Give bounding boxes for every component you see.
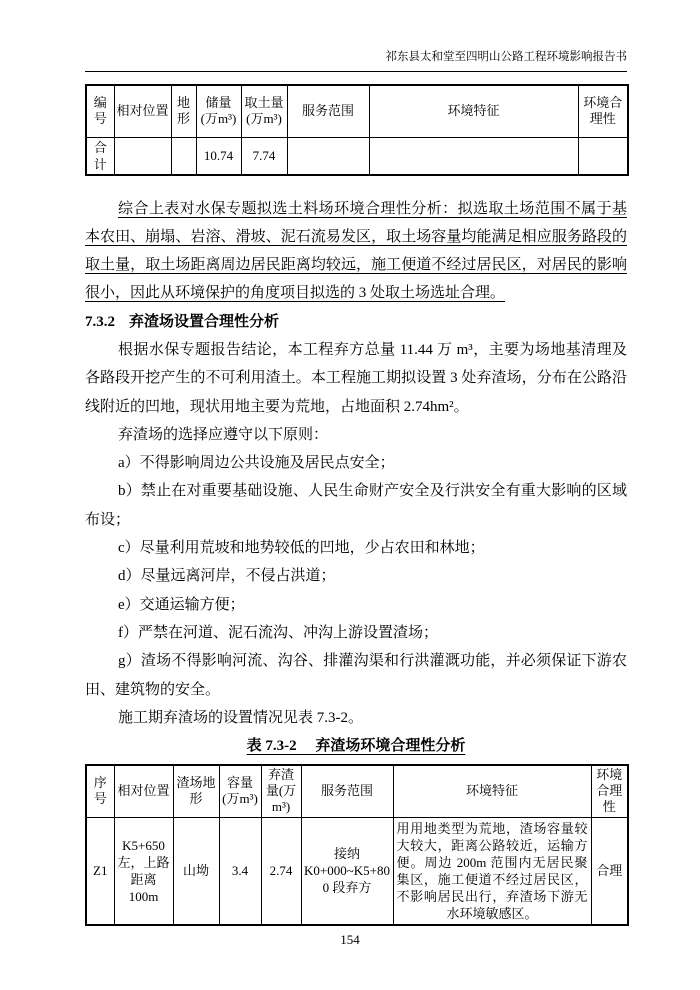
principle-item-g: g）渣场不得影响河流、沟谷、排灌沟渠和行洪灌溉功能，并必须保证下游农田、建筑物的安全。 bbox=[85, 653, 627, 698]
spoil-header-volume: 弃渣量(万m³) bbox=[261, 765, 301, 817]
spoil-header-features: 环境特征 bbox=[393, 765, 591, 817]
spoil-header-terrain: 渣场地形 bbox=[173, 765, 219, 817]
soil-total-label: 合计 bbox=[86, 137, 114, 175]
spoil-header-service: 服务范围 bbox=[301, 765, 393, 817]
principle-item-e: e）交通运输方便； bbox=[118, 596, 245, 613]
soil-total-soil-take: 7.74 bbox=[241, 137, 287, 175]
intro-paragraph: 根据水保专题报告结论，本工程弃方总量 11.44 万 m³，主要为场地基清理及各路段开挖产生的不可利用渣土。本工程施工期拟设置 3 处弃渣场，分布在公路沿线附近的凹地，现状用地主要为荒地，占地面积 2.74hm²。 bbox=[85, 341, 627, 415]
soil-header-features: 环境特征 bbox=[369, 85, 578, 137]
report-title: 祁东县太和堂至四明山公路工程环境影响报告书 bbox=[385, 51, 627, 63]
soil-total-terrain bbox=[171, 137, 196, 175]
principle-item-d: d）尽量远离河岸，不侵占洪道； bbox=[118, 568, 336, 585]
principle-item-c: c）尽量利用荒坡和地势较低的凹地，少占农田和林地； bbox=[118, 540, 485, 557]
principle-item-f: f）严禁在河道、泥石流沟、冲沟上游设置渣场； bbox=[118, 624, 438, 641]
page-number: 154 bbox=[340, 932, 360, 947]
soil-header-service: 服务范围 bbox=[287, 85, 369, 137]
spoil-header-location: 相对位置 bbox=[114, 765, 173, 817]
soil-header-terrain: 地形 bbox=[171, 85, 196, 137]
spoil-z1-terrain: 山坳 bbox=[173, 817, 219, 925]
spoil-header-rationality: 环境合理性 bbox=[591, 765, 628, 817]
section-number: 7.3.2 bbox=[85, 313, 115, 330]
soil-header-rationality: 环境合理性 bbox=[578, 85, 628, 137]
running-header bbox=[85, 50, 627, 72]
section-heading bbox=[85, 308, 627, 336]
table-reference-paragraph: 施工期弃渣场的设置情况见表 7.3-2。 bbox=[118, 709, 363, 726]
spoil-header-id: 序号 bbox=[86, 765, 114, 817]
principle-item-b: b）禁止在对重要基础设施、人民生命财产安全及行洪安全有重大影响的区域布设； bbox=[85, 483, 627, 528]
soil-total-location bbox=[114, 137, 171, 175]
soil-table-header-row bbox=[86, 85, 628, 137]
soil-header-storage: 储量(万m³) bbox=[196, 85, 241, 137]
spoil-z1-location: K5+650 左，上路 距离 100m bbox=[114, 817, 173, 925]
principle-item-a: a）不得影响周边公共设施及居民点安全； bbox=[118, 455, 395, 472]
spoil-z1-id: Z1 bbox=[86, 817, 114, 925]
soil-borrow-summary-table bbox=[85, 84, 629, 176]
soil-total-row bbox=[86, 137, 628, 175]
spoil-z1-capacity: 3.4 bbox=[219, 817, 261, 925]
spoil-ground-table bbox=[85, 764, 629, 926]
principles-lead: 弃渣场的选择应遵守以下原则： bbox=[118, 426, 329, 443]
soil-total-rationality bbox=[578, 137, 628, 175]
soil-total-storage: 10.74 bbox=[196, 137, 241, 175]
soil-header-soil-take: 取土量(万m³) bbox=[241, 85, 287, 137]
soil-total-features bbox=[369, 137, 578, 175]
soil-total-service bbox=[287, 137, 369, 175]
spoil-z1-volume: 2.74 bbox=[261, 817, 301, 925]
analysis-paragraph: 综合上表对水保专题拟选土料场环境合理性分析：拟选取土场范围不属于基本农田、崩塌、岩溶、滑坡、泥石流易发区，取土场容量均能满足相应服务路段的取土量，取土场距离周边居民距离均较远，施工便道不经过居民区，对居民的影响很小，因此从环境保护的角度项目拟选的 3 处取土场选址合理。 bbox=[85, 200, 627, 302]
soil-header-id: 编号 bbox=[86, 85, 114, 137]
spoil-z1-service: 接纳 K0+000~K5+80 0 段弃方 bbox=[301, 817, 393, 925]
spoil-row-z1 bbox=[86, 817, 628, 925]
spoil-z1-features: 用用地类型为荒地，渣场容量较大较大，距离公路较近，运输方便。周边 200m 范围内无居民聚集区，施工便道不经过居民区，不影响居民出行，弃渣场下游无水环境敏感区。 bbox=[393, 817, 591, 925]
body-text bbox=[85, 195, 627, 733]
spoil-header-capacity: 容量(万m³) bbox=[219, 765, 261, 817]
page-footer bbox=[0, 932, 700, 948]
soil-header-location: 相对位置 bbox=[114, 85, 171, 137]
section-title: 弃渣场设置合理性分析 bbox=[129, 313, 280, 330]
spoil-z1-rationality: 合理 bbox=[591, 817, 628, 925]
spoil-table-header-row bbox=[86, 765, 628, 817]
spoil-table-caption: 表 7.3-2 弃渣场环境合理性分析 bbox=[246, 738, 466, 755]
